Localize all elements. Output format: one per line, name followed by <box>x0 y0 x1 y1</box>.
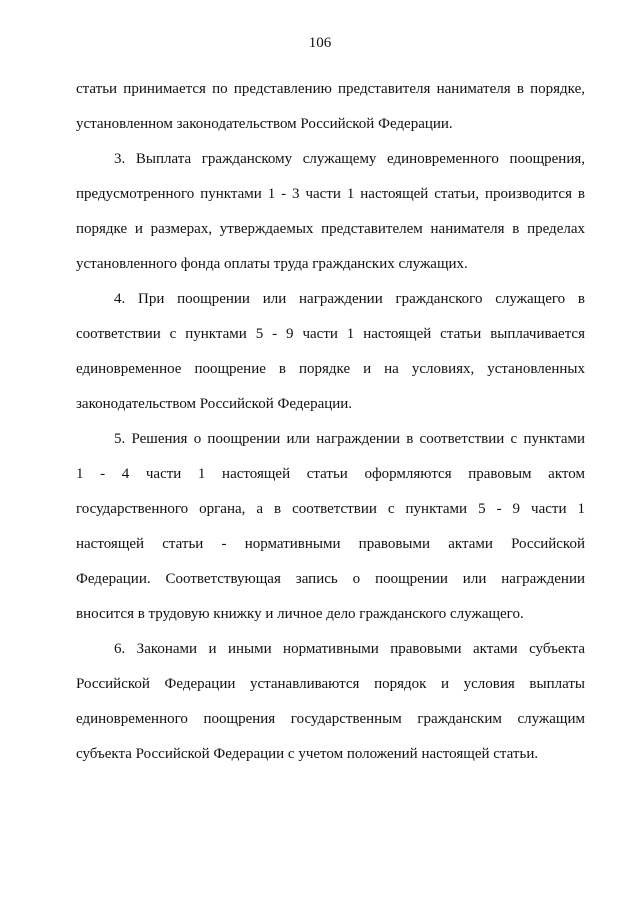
text-line: законодательством Российской Федерации. <box>76 396 353 412</box>
text-line: единовременного поощрения государственным гражданским служащим <box>76 711 585 727</box>
text-line: установленном законодательством Российской Федерации. <box>76 116 453 132</box>
paragraph-continuation <box>76 72 585 142</box>
page-number: 106 <box>308 35 332 51</box>
paragraph-item-6 <box>76 632 585 772</box>
text-line: единовременное поощрение в порядке и на условиях, установленных <box>76 361 585 377</box>
text-line: вносится в трудовую книжку и личное дело гражданского служащего. <box>76 606 524 622</box>
text-line: установленного фонда оплаты труда гражданских служащих. <box>76 256 468 272</box>
text-line: 1 - 4 части 1 настоящей статьи оформляются правовым актом <box>76 466 585 482</box>
text-line: субъекта Российской Федерации с учетом положений настоящей статьи. <box>76 746 539 762</box>
text-line: Федерации. Соответствующая запись о поощрении или награждении <box>76 571 585 587</box>
paragraph-item-3 <box>76 142 585 282</box>
text-line: 3. Выплата гражданскому служащему единовременного поощрения, <box>114 151 585 167</box>
text-line: Российской Федерации устанавливаются порядок и условия выплаты <box>76 676 585 692</box>
text-line: порядке и размерах, утверждаемых представителем нанимателя в пределах <box>76 221 585 237</box>
text-line: настоящей статьи - нормативными правовыми актами Российской <box>76 536 585 552</box>
paragraph-item-5 <box>76 422 585 632</box>
text-line: государственного органа, а в соответствии с пунктами 5 - 9 части 1 <box>76 501 585 517</box>
text-line: 4. При поощрении или награждении гражданского служащего в <box>114 291 585 307</box>
document-body <box>76 72 585 772</box>
text-line: соответствии с пунктами 5 - 9 части 1 настоящей статьи выплачивается <box>76 326 585 342</box>
text-line: статьи принимается по представлению представителя нанимателя в порядке, <box>76 81 585 97</box>
text-line: предусмотренного пунктами 1 - 3 части 1 настоящей статьи, производится в <box>76 186 585 202</box>
text-line: 6. Законами и иными нормативными правовыми актами субъекта <box>114 641 585 657</box>
paragraph-item-4 <box>76 282 585 422</box>
text-line: 5. Решения о поощрении или награждении в соответствии с пунктами <box>114 431 585 447</box>
